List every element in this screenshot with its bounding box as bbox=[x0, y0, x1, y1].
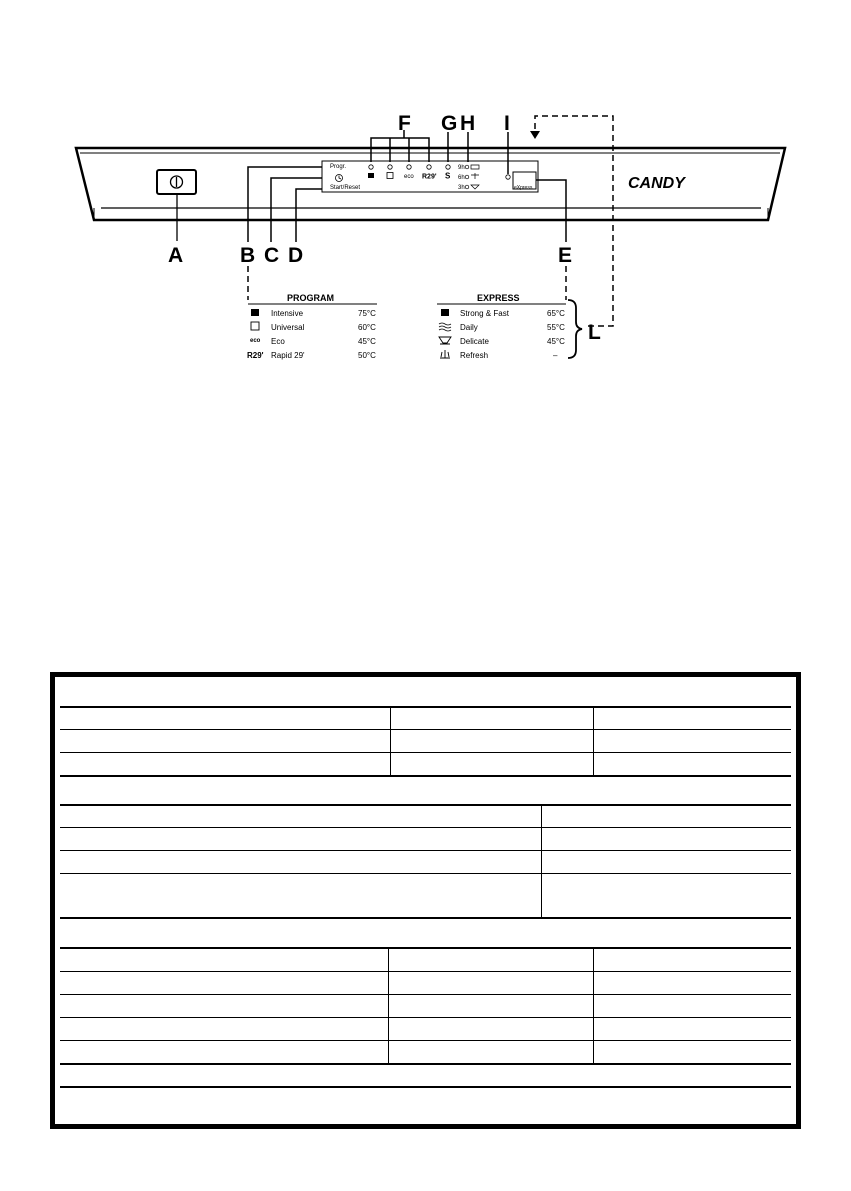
program-item-rapid bbox=[247, 351, 376, 360]
table-column-divider bbox=[593, 708, 594, 775]
program-legend bbox=[247, 293, 377, 360]
callout-b: B bbox=[240, 244, 256, 267]
program-item-universal bbox=[251, 322, 376, 332]
callout-i: I bbox=[504, 112, 510, 135]
table-row bbox=[60, 850, 791, 851]
power-button[interactable] bbox=[157, 170, 196, 194]
eco-icon: eco bbox=[404, 174, 414, 180]
express-item-delicate bbox=[439, 337, 565, 346]
table-row bbox=[60, 971, 791, 972]
table-section-divider bbox=[60, 706, 791, 708]
express-legend-title: EXPRESS bbox=[477, 293, 520, 303]
svg-text:50°C: 50°C bbox=[358, 351, 376, 360]
svg-text:6h: 6h bbox=[458, 175, 465, 181]
callout-g: G bbox=[441, 112, 458, 135]
svg-text:Rapid 29': Rapid 29' bbox=[271, 351, 305, 360]
program-item-eco bbox=[250, 337, 376, 346]
express-item-strong bbox=[441, 309, 565, 318]
eco-icon: eco bbox=[250, 338, 261, 344]
table-row bbox=[60, 873, 791, 874]
svg-text:Eco: Eco bbox=[271, 337, 285, 346]
table-column-divider bbox=[388, 949, 389, 1063]
callout-d: D bbox=[288, 244, 304, 267]
express-legend bbox=[437, 293, 566, 360]
svg-text:55°C: 55°C bbox=[547, 323, 565, 332]
svg-text:75°C: 75°C bbox=[358, 309, 376, 318]
callout-a: A bbox=[168, 244, 184, 267]
express-item-daily bbox=[439, 323, 565, 332]
program-legend-title: PROGRAM bbox=[287, 293, 334, 303]
svg-text:45°C: 45°C bbox=[358, 337, 376, 346]
callout-h: H bbox=[460, 112, 476, 135]
svg-text:Refresh: Refresh bbox=[460, 351, 489, 360]
table-section-divider bbox=[60, 1086, 791, 1088]
svg-text:Delicate: Delicate bbox=[460, 337, 489, 346]
brand-logo: CANDY bbox=[628, 175, 685, 192]
callout-f: F bbox=[398, 112, 411, 135]
table-section-divider bbox=[60, 804, 791, 806]
express-button[interactable] bbox=[513, 172, 536, 191]
svg-text:Strong & Fast: Strong & Fast bbox=[460, 309, 509, 318]
specification-table bbox=[50, 672, 801, 1129]
table-section-divider bbox=[60, 775, 791, 777]
svg-text:65°C: 65°C bbox=[547, 309, 565, 318]
rapid-icon: R29' bbox=[247, 351, 264, 360]
callout-l: L bbox=[588, 321, 601, 344]
express-item-refresh bbox=[440, 350, 558, 360]
express-button-label: eXpress bbox=[514, 185, 533, 191]
svg-text:–: – bbox=[553, 351, 558, 360]
pot-icon bbox=[441, 309, 449, 316]
svg-text:3h: 3h bbox=[458, 185, 465, 191]
table-row bbox=[60, 827, 791, 828]
table-row bbox=[60, 1040, 791, 1041]
svg-text:60°C: 60°C bbox=[358, 323, 376, 332]
table-section-divider bbox=[60, 1063, 791, 1065]
table-column-divider bbox=[593, 949, 594, 1063]
svg-text:Daily: Daily bbox=[460, 323, 478, 332]
svg-text:9h: 9h bbox=[458, 165, 465, 171]
table-section-divider bbox=[60, 917, 791, 919]
half-load-icon: S bbox=[445, 171, 451, 181]
pot-icon bbox=[368, 173, 374, 178]
program-item-intensive bbox=[251, 309, 376, 318]
callout-c: C bbox=[264, 244, 280, 267]
table-row bbox=[60, 994, 791, 995]
shower-icon bbox=[440, 350, 450, 358]
table-row bbox=[60, 729, 791, 730]
delay-hours bbox=[458, 165, 465, 191]
glass-icon bbox=[439, 337, 451, 344]
table-row bbox=[60, 1017, 791, 1018]
table-section-divider bbox=[60, 947, 791, 949]
rapid-icon: R29' bbox=[422, 173, 437, 181]
svg-text:Intensive: Intensive bbox=[271, 309, 304, 318]
express-brace bbox=[568, 300, 582, 358]
svg-text:45°C: 45°C bbox=[547, 337, 565, 346]
table-column-divider bbox=[541, 806, 542, 917]
table-row bbox=[60, 752, 791, 753]
table-column-divider bbox=[390, 708, 391, 775]
pot-icon bbox=[251, 309, 259, 316]
callout-e: E bbox=[558, 244, 573, 267]
pan-icon bbox=[251, 322, 259, 330]
arrow-head bbox=[530, 131, 540, 139]
start-reset-label: Start/Reset bbox=[330, 185, 361, 191]
prog-label: Progr. bbox=[330, 164, 347, 170]
wave-icon bbox=[439, 323, 451, 331]
svg-text:Universal: Universal bbox=[271, 323, 305, 332]
